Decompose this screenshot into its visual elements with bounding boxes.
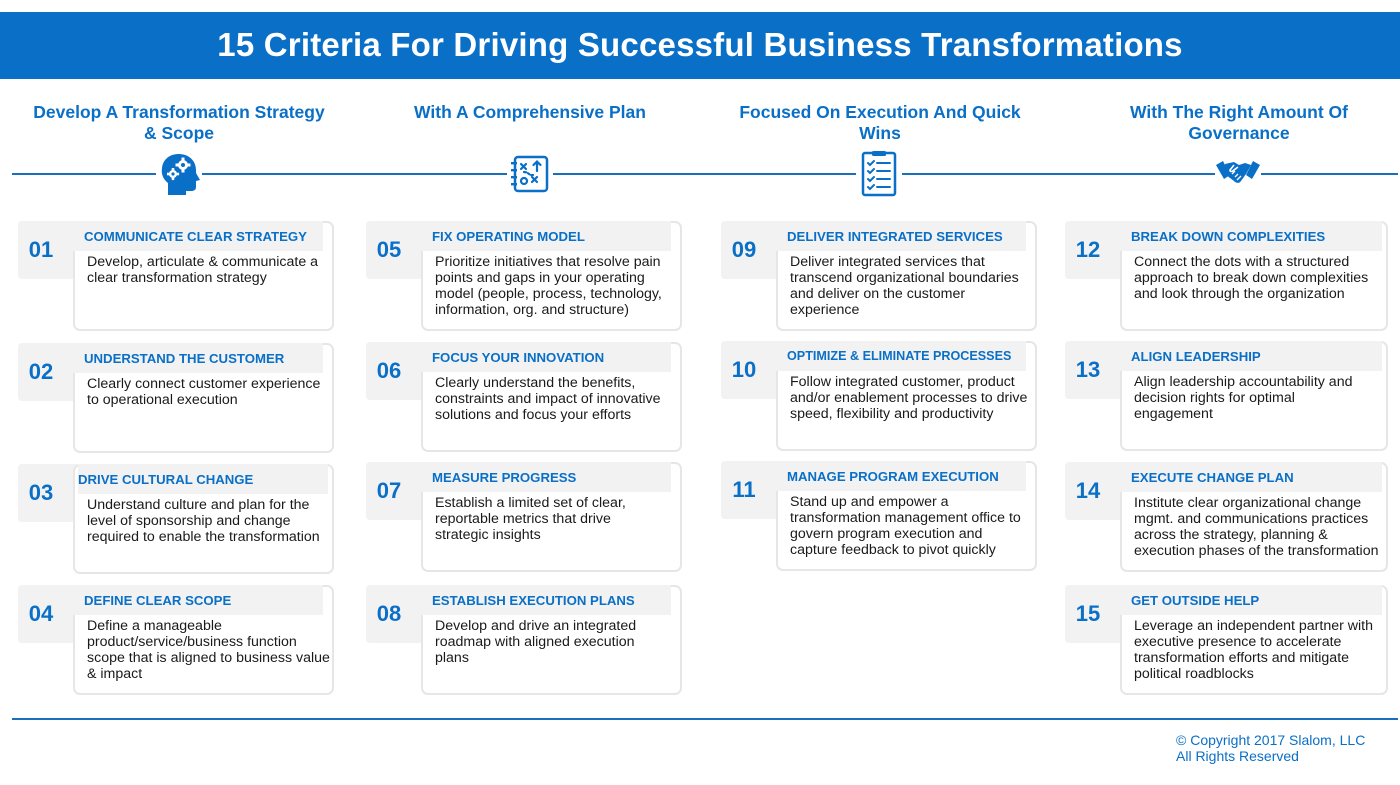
criterion-title: DELIVER INTEGRATED SERVICES xyxy=(787,229,1003,244)
top-divider-line xyxy=(12,173,1398,175)
criterion-title: DEFINE CLEAR SCOPE xyxy=(84,593,232,608)
criterion-card-02 xyxy=(18,343,332,453)
handshake-icon xyxy=(1215,151,1261,197)
criterion-card-09 xyxy=(721,221,1035,331)
rights-reserved-line: All Rights Reserved xyxy=(1176,748,1299,764)
criterion-title: EXECUTE CHANGE PLAN xyxy=(1131,470,1294,485)
page-title: 15 Criteria For Driving Successful Business Transformations xyxy=(217,26,1183,63)
criterion-title: MEASURE PROGRESS xyxy=(432,470,577,485)
criterion-description: Understand culture and plan for the level of sponsorship and change required to enable the transformation xyxy=(87,497,320,545)
criterion-card-01 xyxy=(18,221,332,331)
column-title-strategy: Develop A Transformation Strategy & Scope xyxy=(33,102,325,143)
criterion-description: Clearly understand the benefits, constraints and impact of innovative solutions and focus your efforts xyxy=(435,375,661,423)
criterion-card-13 xyxy=(1065,341,1379,451)
checklist-icon xyxy=(856,151,902,197)
criterion-number: 05 xyxy=(376,237,402,262)
criterion-card-11 xyxy=(721,461,1035,571)
criterion-title: GET OUTSIDE HELP xyxy=(1131,593,1260,608)
criterion-description: Establish a limited set of clear, reportable metrics that drive strategic insights xyxy=(435,495,626,543)
criterion-title: COMMUNICATE CLEAR STRATEGY xyxy=(84,229,307,244)
criterion-description: Institute clear organizational change mgmt. and communications practices across the strategy, planning & execution phases of the transformation xyxy=(1134,495,1379,559)
criterion-title: ESTABLISH EXECUTION PLANS xyxy=(432,593,635,608)
column-title-plan: With A Comprehensive Plan xyxy=(414,102,646,122)
criterion-title: MANAGE PROGRAM EXECUTION xyxy=(787,469,999,484)
criterion-number: 15 xyxy=(1075,601,1101,626)
criterion-card-08 xyxy=(366,585,680,695)
copyright-line: © Copyright 2017 Slalom, LLC xyxy=(1176,732,1366,748)
copyright-notice xyxy=(1176,732,1365,764)
criterion-title: DRIVE CULTURAL CHANGE xyxy=(78,472,254,487)
criterion-description: Leverage an independent partner with executive presence to accelerate transformation efforts and mitigate political roadblocks xyxy=(1134,618,1373,682)
head-gears-icon xyxy=(156,151,202,197)
criterion-card-07 xyxy=(366,462,680,572)
criterion-number: 12 xyxy=(1075,237,1101,262)
title-banner xyxy=(0,12,1400,79)
column-title-execution: Focused On Execution And Quick Wins xyxy=(739,102,1021,143)
criterion-card-10 xyxy=(721,341,1035,451)
criterion-number: 11 xyxy=(732,477,756,502)
criterion-card-12 xyxy=(1065,221,1379,331)
criterion-number: 08 xyxy=(376,601,402,626)
criterion-card-04 xyxy=(18,585,332,695)
criterion-card-15 xyxy=(1065,585,1379,695)
criterion-description: Develop and drive an integrated roadmap with aligned execution plans xyxy=(435,618,637,666)
criterion-number: 09 xyxy=(731,237,757,262)
criterion-card-06 xyxy=(366,342,680,452)
criterion-card-14 xyxy=(1065,462,1379,572)
criterion-number: 10 xyxy=(731,357,757,382)
criterion-description: Follow integrated customer, product and/or enablement processes to drive speed, flexibility and productivity xyxy=(790,374,1028,422)
criterion-number: 13 xyxy=(1075,357,1101,382)
bottom-divider-line xyxy=(12,718,1398,720)
criterion-title: FIX OPERATING MODEL xyxy=(432,229,585,244)
criterion-description: Define a manageable product/service/business function scope that is aligned to business value & impact xyxy=(87,618,330,682)
criterion-title: BREAK DOWN COMPLEXITIES xyxy=(1131,229,1326,244)
criterion-number: 04 xyxy=(28,601,54,626)
criterion-description: Deliver integrated services that transcend organizational boundaries and deliver on the customer experience xyxy=(790,254,1019,318)
criterion-card-05 xyxy=(366,221,680,331)
criterion-number: 01 xyxy=(28,237,54,262)
criterion-title: UNDERSTAND THE CUSTOMER xyxy=(84,351,285,366)
strategy-board-icon xyxy=(507,151,553,197)
criterion-description: Align leadership accountability and decision rights for optimal engagement xyxy=(1134,374,1353,422)
criterion-number: 14 xyxy=(1075,478,1101,503)
criterion-number: 06 xyxy=(376,358,402,383)
criterion-description: Clearly connect customer experience to operational execution xyxy=(87,376,321,408)
column-title-governance: With The Right Amount Of Governance xyxy=(1130,102,1348,143)
criterion-title: OPTIMIZE & ELIMINATE PROCESSES xyxy=(787,349,1012,363)
criterion-title: FOCUS YOUR INNOVATION xyxy=(432,350,605,365)
criterion-number: 07 xyxy=(376,478,402,503)
criterion-description: Connect the dots with a structured approach to break down complexities and look through the organization xyxy=(1134,254,1369,302)
criterion-description: Develop, articulate & communicate a clear transformation strategy xyxy=(87,254,319,286)
criterion-card-03 xyxy=(18,464,332,574)
criterion-description: Prioritize initiatives that resolve pain points and gaps in your operating model (people, process, technology, information, org. and structure) xyxy=(435,254,662,318)
criterion-title: ALIGN LEADERSHIP xyxy=(1131,349,1261,364)
criterion-number: 03 xyxy=(28,480,54,505)
criterion-number: 02 xyxy=(28,359,54,384)
criterion-description: Stand up and empower a transformation management office to govern program execution and capture feedback to pivot quickly xyxy=(790,494,1021,558)
